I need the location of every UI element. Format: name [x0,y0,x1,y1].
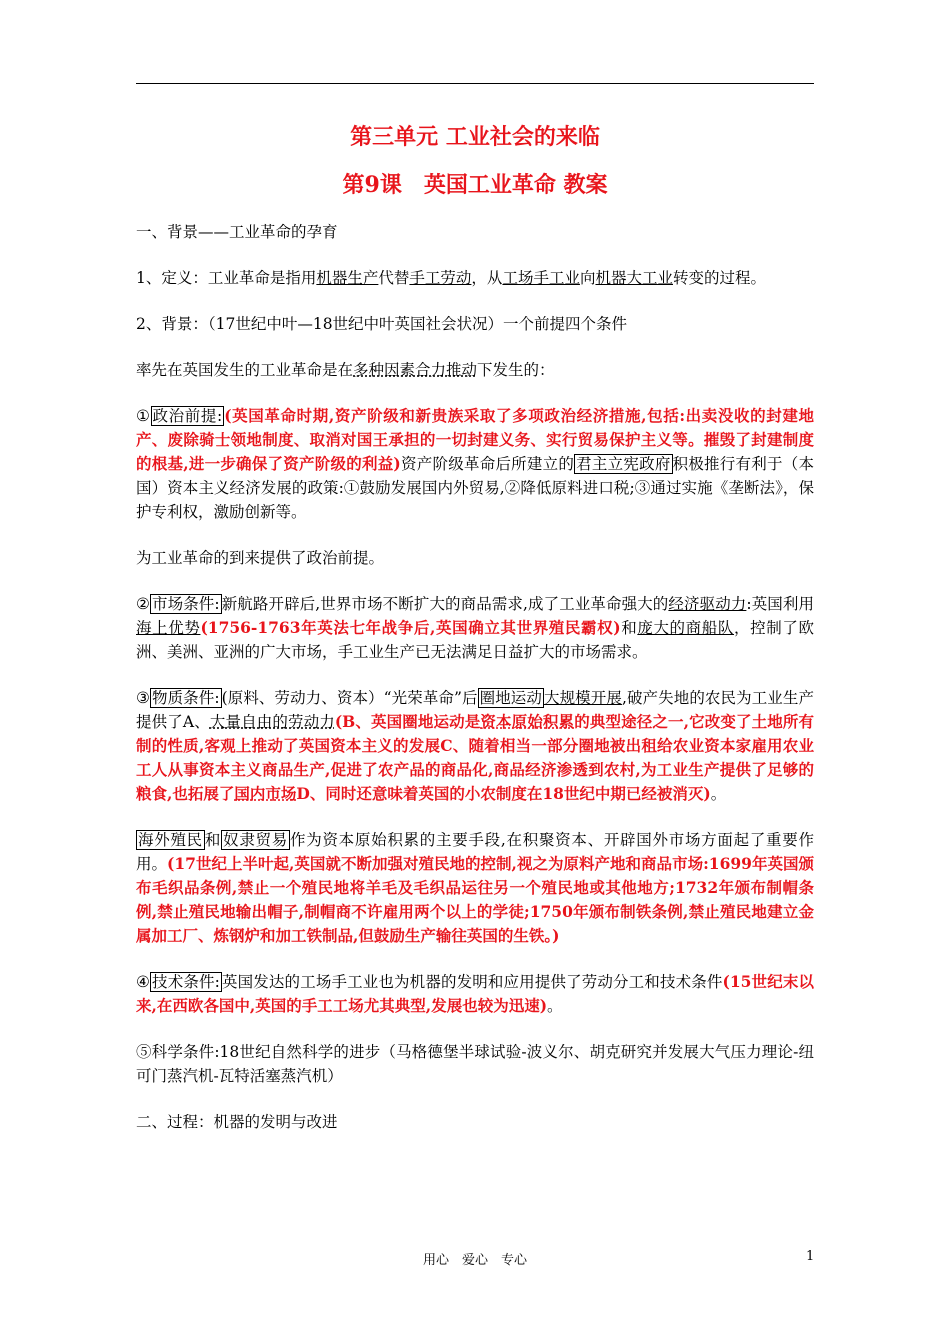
colonial-paragraph: 海外殖民 和 奴隶贸易 作为资本原始积累的主要手段,在积聚资本、开辟国外市场方面起了重要作用。(17世纪上半叶起,英国就不断加强对殖民地的控制,视之为原料产地和商品市场:1699年英国颁布毛织品条例,禁止一个殖民地将羊毛及毛织品运往另一个殖民地或其他地方;1732年颁布制帽条例,禁止殖民地输出帽子,制帽商不许雇用两个以上的学徒;1750年颁布制铁条例,禁止殖民地建立金属加工厂、炼钢炉和加工铁制品,但鼓励生产输往英国的生铁。) [136,831,814,945]
document-body [136,120,814,1134]
market-paragraph: ② 市场条件: 新航路开辟后,世界市场不断扩大的商品需求,成了工业革命强大的经济驱动力:英国利用海上优势(1756-1763年英法七年战争后,英国确立其世界殖民霸权)和庞大的商船队，控制了欧洲、美洲、亚洲的广大市场，手工业生产已无法满足日益扩大的市场需求。 [136,595,814,661]
footer-slogan: 用心 爱心 专心 [422,1253,527,1268]
background-paragraph: 2、背景：（17世纪中叶—18世纪中叶英国社会状况）一个前提四个条件 [136,315,628,333]
section-heading-background: 一、背景——工业革命的孕育 [136,223,338,241]
intro-paragraph: 率先在英国发生的工业革命是在多种因素合力推动下发生的： [136,361,555,379]
definition-paragraph: 1、定义：工业革命是指用机器生产代替手工劳动，从工场手工业向机器大工业转变的过程。 [136,269,766,287]
page-number: 1 [806,1249,815,1264]
header-rule [136,83,814,84]
unit-title: 第三单元 工业社会的来临 [350,124,600,150]
material-paragraph: ③ 物质条件: (原料、劳动力、资本）“光荣革命”后 圈地运动 大规模开展,破产失地的农民为工业生产提供了A、大量自由的劳动力(B、英国圈地运动是资本原始积累的典型途径之一,它改变了土地所有制的性质,客观上推动了英国资本主义的发展C、随着相当一部分圈地被出租给农业资本家雇用农业工人从事资本主义商品生产,促进了农产品的商品化,商品经济渗透到农村,为工业生产提供了足够的粮食,也拓展了国内市场D、同时还意味着英国的小农制度在18世纪中期已经被消灭)。 [136,689,814,803]
political-paragraph: ① 政治前提: (英国革命时期,资产阶级和新贵族采取了多项政治经济措施,包括:出卖没收的封建地产、废除骑士领地制度、取消对国王承担的一切封建义务、实行贸易保护主义等。摧毁了封建制度的根基,进一步确保了资产阶级的利益)资产阶级革命后所建立的 君主立宪政府 积极推行有利于（本国）资本主义经济发展的政策:①鼓励发展国内外贸易,②降低原料进口税;③通过实施《垄断法》，保护专利权，激励创新等。 [136,406,814,521]
section-heading-process: 二、过程：机器的发明与改进 [136,1113,338,1131]
tech-paragraph: ④ 技术条件: 英国发达的工场手工业也为机器的发明和应用提供了劳动分工和技术条件(15世纪末以来,在西欧各国中,英国的手工工场尤其典型,发展也较为迅速)。 [136,972,814,1015]
political-conclusion: 为工业革命的到来提供了政治前提。 [136,549,385,567]
science-paragraph: ⑤科学条件:18世纪自然科学的进步（马格德堡半球试验-波义尔、胡克研究并发展大气压力理论-纽可门蒸汽机-瓦特活塞蒸汽机） [136,1043,814,1085]
lesson-title: 第9课 英国工业革命 教案 [342,172,608,198]
